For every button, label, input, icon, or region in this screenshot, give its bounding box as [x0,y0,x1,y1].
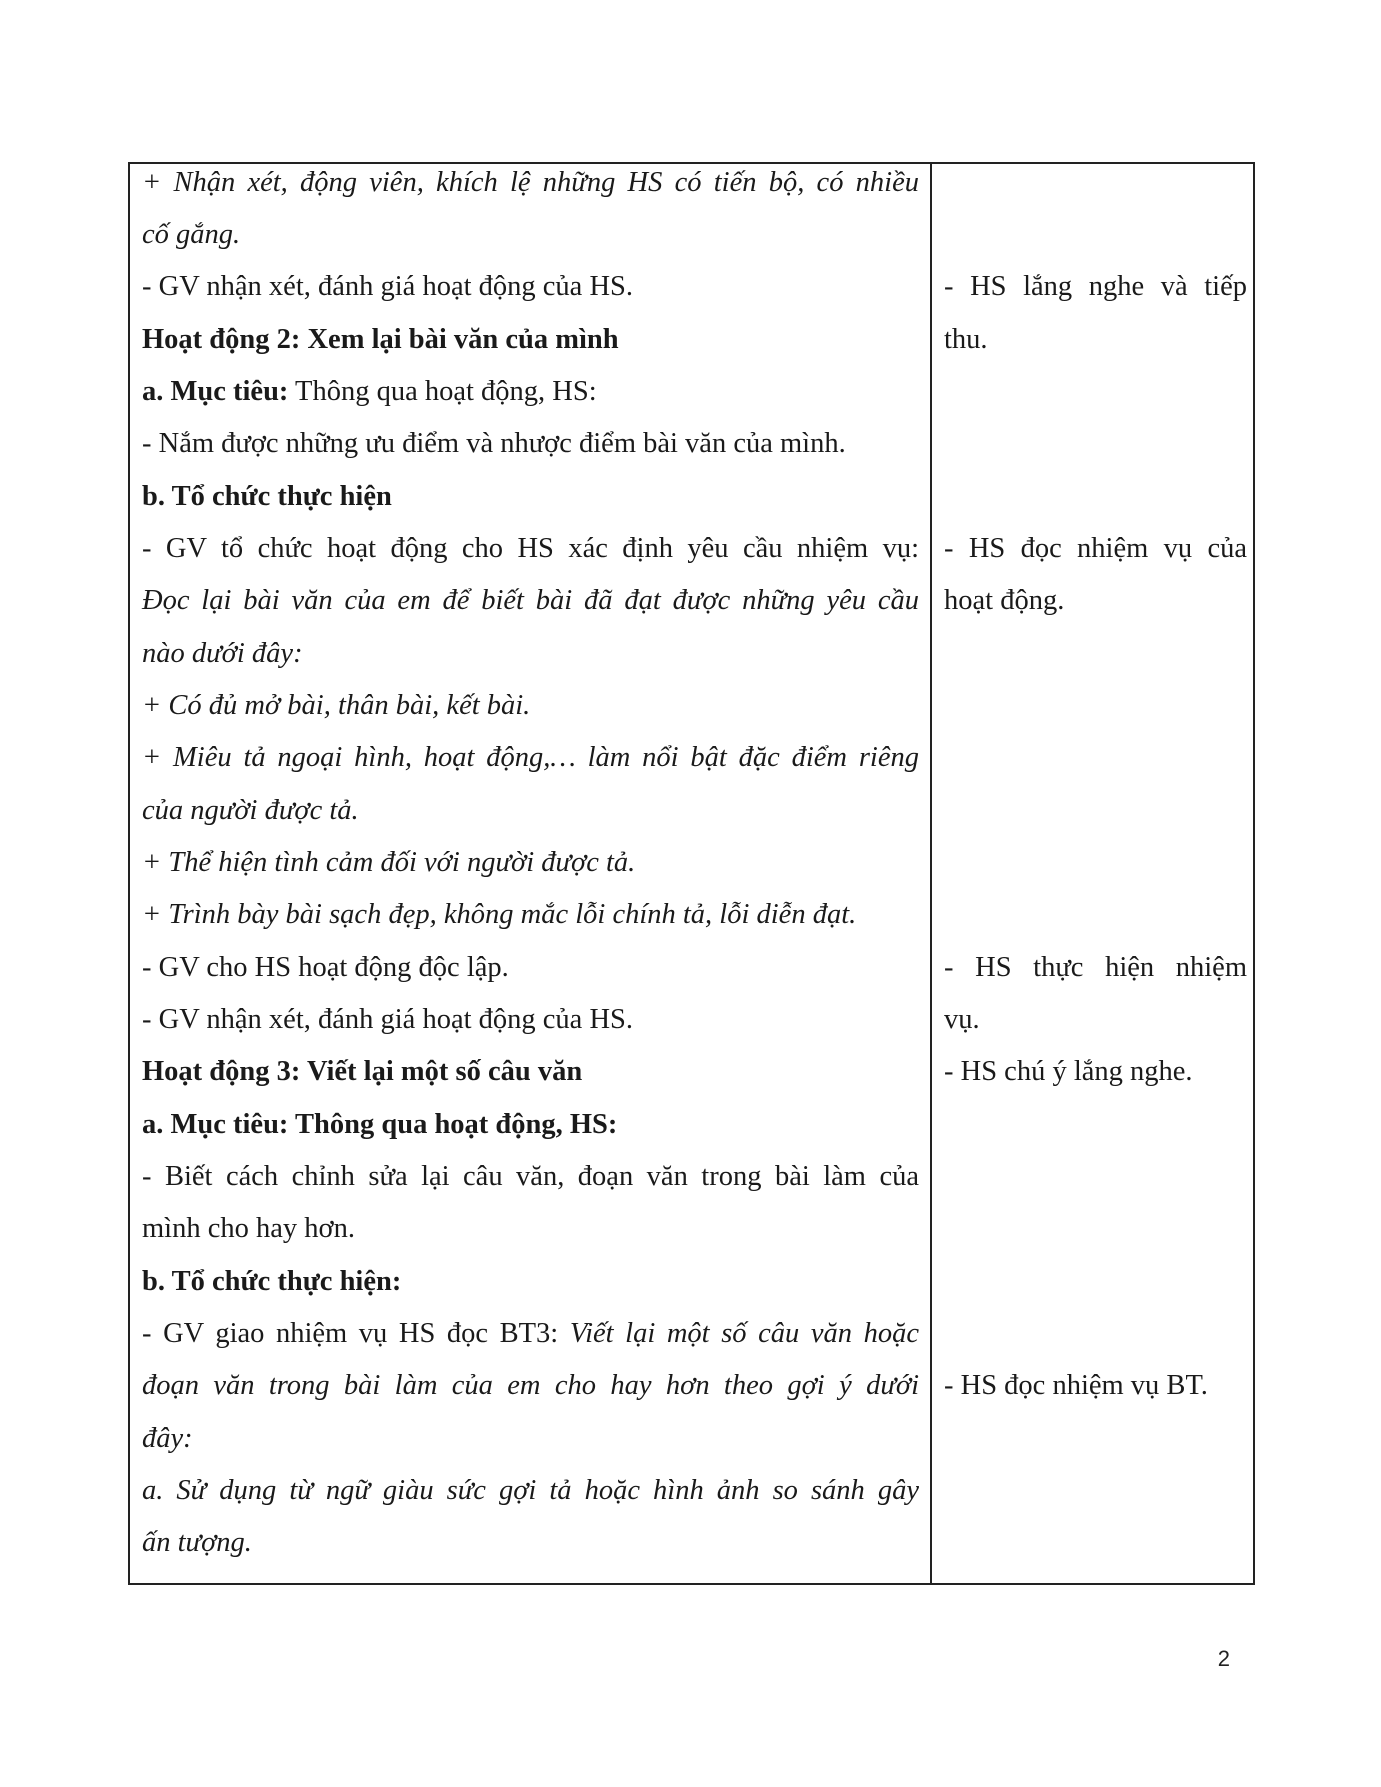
text-line: - HS thực hiện nhiệm [944,952,1247,983]
section-heading: b. Tổ chức thực hiện [142,481,392,512]
text-line: - GV tổ chức hoạt động cho HS xác định yêu cầu nhiệm vụ: [142,533,919,564]
text-line: + Miêu tả ngoại hình, hoạt động,… làm nổi bật đặc điểm riêng [142,742,919,773]
text-line: cố gắng. [142,219,241,250]
text-line: + Thể hiện tình cảm đối với người được tả. [142,847,636,878]
text-line: - HS chú ý lắng nghe. [944,1056,1193,1087]
activity-heading: Hoạt động 3: Viết lại một số câu văn [142,1056,583,1087]
text-line: - HS đọc nhiệm vụ của [944,533,1247,564]
text-line: ấn tượng. [142,1527,252,1558]
text-line: - HS đọc nhiệm vụ BT. [944,1370,1208,1401]
text-line: + Nhận xét, động viên, khích lệ những HS có tiến bộ, có nhiều [142,167,919,198]
activity-heading: Hoạt động 2: Xem lại bài văn của mình [142,324,619,355]
text-line: thu. [944,324,988,355]
text-line: - HS lắng nghe và tiếp [944,271,1247,302]
text-line: - Nắm được những ưu điểm và nhược điểm bài văn của mình. [142,428,846,459]
text-line: a. Sử dụng từ ngữ giàu sức gợi tả hoặc hình ảnh so sánh gây [142,1475,919,1506]
text-line [142,1316,919,1352]
text-line: + Có đủ mở bài, thân bài, kết bài. [142,690,531,721]
objective-text: Thông qua hoạt động, HS: [288,376,597,407]
lesson-table [128,162,1255,1585]
text-line: mình cho hay hơn. [142,1213,355,1244]
text-line: - GV nhận xét, đánh giá hoạt động của HS. [142,271,633,302]
text-line: - Biết cách chỉnh sửa lại câu văn, đoạn văn trong bài làm của [142,1161,919,1192]
text-line: + Trình bày bài sạch đẹp, không mắc lỗi chính tả, lỗi diễn đạt. [142,899,857,930]
text-line: hoạt động. [944,585,1065,616]
text-line: - GV nhận xét, đánh giá hoạt động của HS. [142,1004,633,1035]
text-line: nào dưới đây: [142,638,303,669]
task-intro: - GV giao nhiệm vụ HS đọc BT3: [142,1318,570,1349]
text-line: vụ. [944,1004,980,1035]
text-line: đây: [142,1423,193,1454]
objective-label: a. Mục tiêu: [142,376,289,407]
text-line: của người được tả. [142,795,359,826]
text-line: Đọc lại bài văn của em để biết bài đã đạt được những yêu cầu [142,585,919,616]
task-text: Viết lại một số câu văn hoặc [569,1318,919,1349]
column-divider [930,164,932,1583]
objective-heading: a. Mục tiêu: Thông qua hoạt động, HS: [142,1109,618,1140]
text-line [142,374,919,410]
text-line: - GV cho HS hoạt động độc lập. [142,952,509,983]
text-line: đoạn văn trong bài làm của em cho hay hơn theo gợi ý dưới [142,1370,919,1401]
section-heading: b. Tổ chức thực hiện: [142,1266,402,1297]
page-number: 2 [1217,1646,1230,1671]
